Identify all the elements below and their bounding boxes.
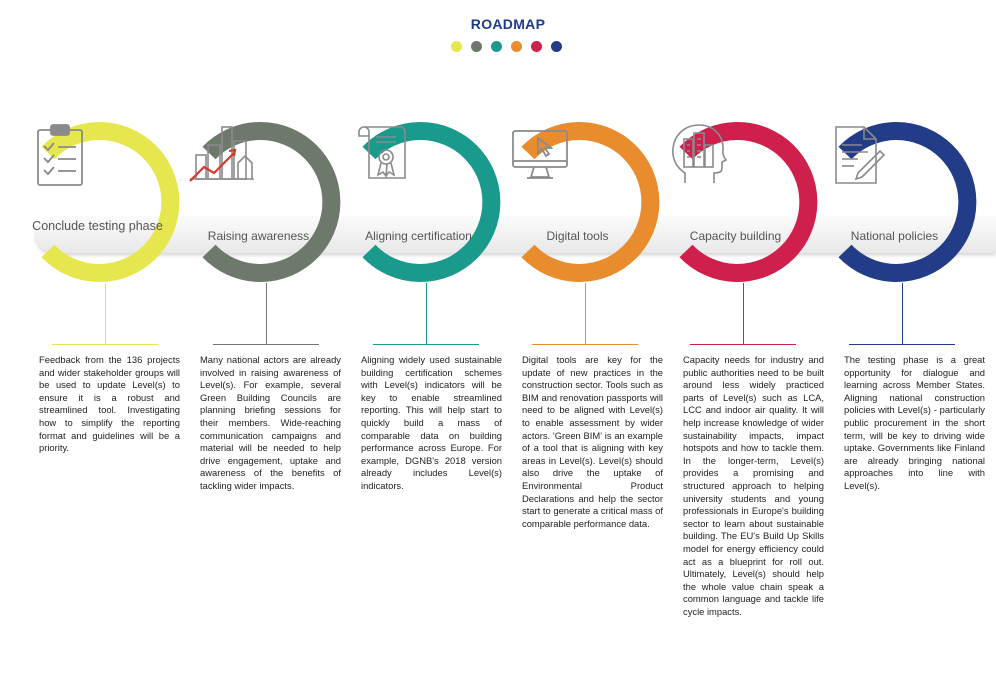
dot-grey bbox=[471, 41, 482, 52]
connector-stem bbox=[266, 283, 267, 344]
step-label: National policies bbox=[850, 229, 939, 243]
roadmap-step-national bbox=[822, 121, 984, 283]
connector-stem bbox=[902, 283, 903, 344]
document-pen-icon bbox=[822, 121, 892, 191]
step-description: Capacity needs for industry and public authorities need to be built around less widely practiced parts of Level(s) such as LCA, LCC and indoor air quality. It will help increase knowledge of wider sustainability impacts, impact hotspots and how to tackle them. In the longer-term, Level(s) provides a promising and structured approach to helping university students and young professionals in Europe's building sector to learn about sustainable building. The EU's Build Up Skills model for energy efficiency could act as a blueprint for roll out. Ultimately, Level(s) should help the whole value chain speak a common language and tackle life cycle impacts. bbox=[683, 354, 824, 617]
roadmap-step-capacity bbox=[663, 121, 825, 283]
clipboard-checklist-icon bbox=[25, 121, 95, 191]
connector-line bbox=[213, 344, 319, 345]
step-label: Conclude testing phase bbox=[32, 219, 163, 233]
color-legend-dots bbox=[451, 41, 562, 52]
connector-line bbox=[52, 344, 158, 345]
dot-yellow bbox=[451, 41, 462, 52]
certificate-scroll-icon bbox=[346, 121, 416, 191]
city-growth-icon bbox=[186, 121, 256, 191]
dot-orange bbox=[511, 41, 522, 52]
step-description: Digital tools are key for the update of new practices in the construction sector. Tools such as BIM and renovation passports will need to be aligned with Level(s) to enable assessment by wider actors. 'Green BIM' is an example of a tool that is aligning with key areas in Level(s). Level(s) should also drive the uptake of Environmental Product Declarations and help the sector start to generate a critical mass of comparable performance data. bbox=[522, 354, 663, 529]
roadmap-step-certification bbox=[346, 121, 508, 283]
step-description: The testing phase is a great opportunity for dialogue and learning across Member States. Aligning national construction policies with Level(s) - particularly public procurement in the short term, will be key to driving wide uptake. Governments like Finland are already bringing national approaches into line with Level(s). bbox=[844, 354, 985, 491]
dot-red bbox=[531, 41, 542, 52]
connector-line bbox=[690, 344, 796, 345]
computer-monitor-icon bbox=[505, 121, 575, 191]
connector-stem bbox=[426, 283, 427, 344]
connector-stem bbox=[585, 283, 586, 344]
step-description: Feedback from the 136 projects and wider stakeholder groups will be used to update Level(s) to ensure it is a robust and streamlined tool. Investigating how to simplify the reporting format and guidelines will be a priority. bbox=[39, 354, 180, 454]
step-description: Many national actors are already involved in raising awareness of Level(s). For example, several Green Building Councils are planning briefing sessions for their members. Wide-reaching communication campaigns and material will be needed to help drive engagement, uptake and awareness of the benefits of tackling wider impacts. bbox=[200, 354, 341, 491]
dot-teal bbox=[491, 41, 502, 52]
dot-navy bbox=[551, 41, 562, 52]
step-label: Digital tools bbox=[546, 229, 609, 243]
roadmap-step-conclude bbox=[25, 121, 187, 283]
roadmap-step-digital bbox=[505, 121, 667, 283]
connector-line bbox=[532, 344, 638, 345]
connector-stem bbox=[105, 283, 106, 344]
connector-line bbox=[373, 344, 479, 345]
step-description: Aligning widely used sustainable building certification schemes with Level(s) indicators will be key to enable streamlined reporting. This will help start to quickly build a mass of comparable data on building performance across Europe. For example, DGNB's 2018 version already includes Level(s) indicators. bbox=[361, 354, 502, 491]
head-building-icon bbox=[663, 121, 733, 191]
step-label: Raising awareness bbox=[207, 229, 310, 243]
step-label: Aligning certification bbox=[365, 229, 472, 243]
page-title: ROADMAP bbox=[470, 16, 546, 32]
roadmap-step-awareness bbox=[186, 121, 348, 283]
step-label: Capacity building bbox=[689, 229, 782, 243]
connector-line bbox=[849, 344, 955, 345]
connector-stem bbox=[743, 283, 744, 344]
